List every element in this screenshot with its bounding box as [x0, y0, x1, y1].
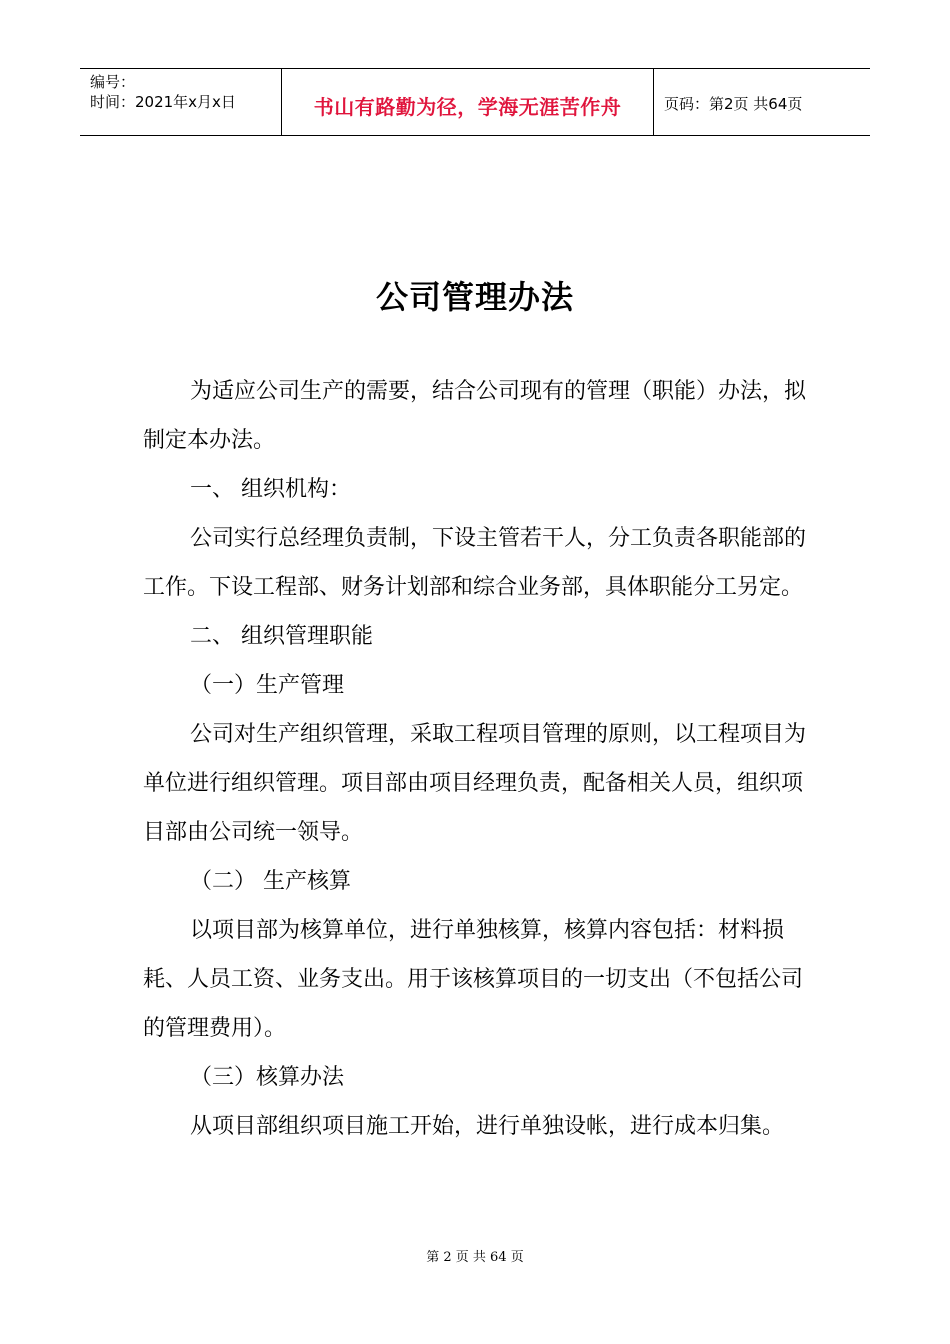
header-info-cell — [80, 69, 282, 135]
page-footer: 第 2 页 共 64 页 — [426, 1250, 524, 1265]
method-paragraph: 从项目部组织项目施工开始，进行单独设帐，进行成本归集。 — [190, 1114, 785, 1139]
header-page-cell — [654, 69, 870, 135]
document-time-label: 时间：2021年x月x日 — [90, 93, 236, 111]
subsection-heading-production: （一）生产管理 — [190, 673, 345, 698]
section-heading-organization: 一、 组织机构： — [190, 477, 351, 502]
intro-paragraph: 为适应公司生产的需要，结合公司现有的管理（职能）办法，拟制定本办法。 — [143, 379, 807, 453]
document-body — [143, 367, 823, 1151]
section-heading-management: 二、 组织管理职能 — [190, 624, 373, 649]
header-table — [80, 68, 870, 136]
accounting-paragraph: 以项目部为核算单位，进行单独核算，核算内容包括：材料损耗、人员工资、业务支出。用于该核算项目的一切支出（不包括公司的管理费用）。 — [143, 918, 804, 1041]
subsection-heading-accounting: （二） 生产核算 — [190, 869, 351, 894]
organization-paragraph: 公司实行总经理负责制，下设主管若干人，分工负责各职能部的工作。下设工程部、财务计划部和综合业务部，具体职能分工另定。 — [143, 526, 807, 600]
subsection-heading-method: （三）核算办法 — [190, 1065, 345, 1090]
document-title: 公司管理办法 — [375, 278, 574, 316]
production-paragraph: 公司对生产组织管理，采取工程项目管理的原则，以工程项目为单位进行组织管理。项目部由项目经理负责，配备相关人员，组织项目部由公司统一领导。 — [143, 722, 807, 845]
header-motto: 书山有路勤为径，学海无涯苦作舟 — [313, 95, 622, 119]
document-number-label: 编号： — [90, 73, 136, 91]
header-motto-cell — [282, 69, 654, 135]
header-page-info: 页码：第2页 共64页 — [664, 95, 803, 113]
